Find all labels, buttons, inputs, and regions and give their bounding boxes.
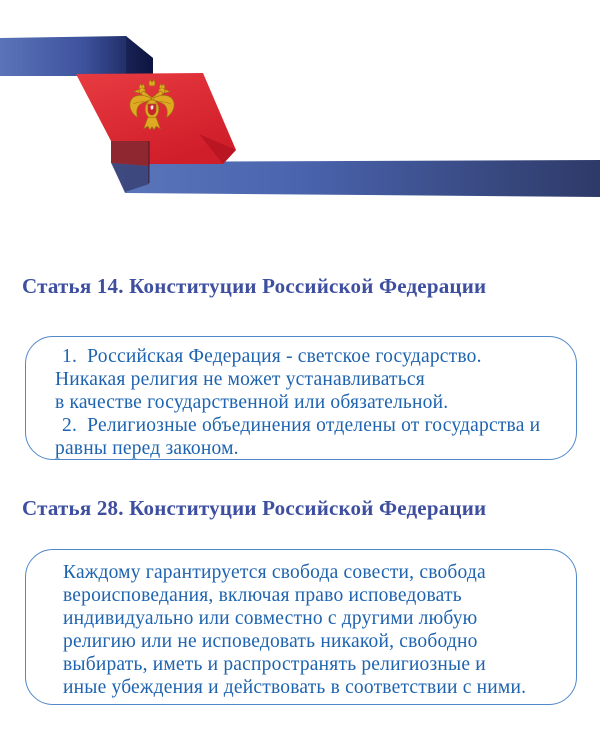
ribbon-left-band-fold — [126, 36, 153, 76]
flag-fold — [111, 141, 149, 166]
text-line: равны перед законом. — [55, 438, 239, 459]
text-line: в качестве государственной или обязательной. — [55, 392, 449, 413]
flag-ribbon-banner — [0, 0, 600, 230]
text-line: 1. Российская Федерация - светское государство. — [62, 346, 482, 367]
article-14-box — [25, 336, 577, 460]
text-line: религию или не исповедовать никакой, свободно — [63, 631, 478, 652]
ribbon-horizontal-band — [111, 160, 600, 197]
text-line: выбирать, иметь и распространять религиозные и — [63, 654, 486, 675]
text-line: вероисповедания, включая право исповедовать — [63, 585, 462, 606]
text-line: 2. Религиозные объединения отделены от государства и — [62, 415, 541, 436]
text-line: Каждому гарантируется свобода совести, свобода — [63, 562, 486, 583]
article-28-box — [25, 549, 577, 705]
article-14-heading: Статья 14. Конституции Российской Федерации — [22, 274, 487, 298]
text-line: индивидуально или совместно с другими любую — [63, 608, 478, 629]
text-line: иные убеждения и действовать в соответствии с ними. — [63, 677, 527, 698]
text-line: Никакая религия не может устанавливаться — [55, 369, 425, 390]
article-28-heading: Статья 28. Конституции Российской Федерации — [22, 496, 487, 520]
